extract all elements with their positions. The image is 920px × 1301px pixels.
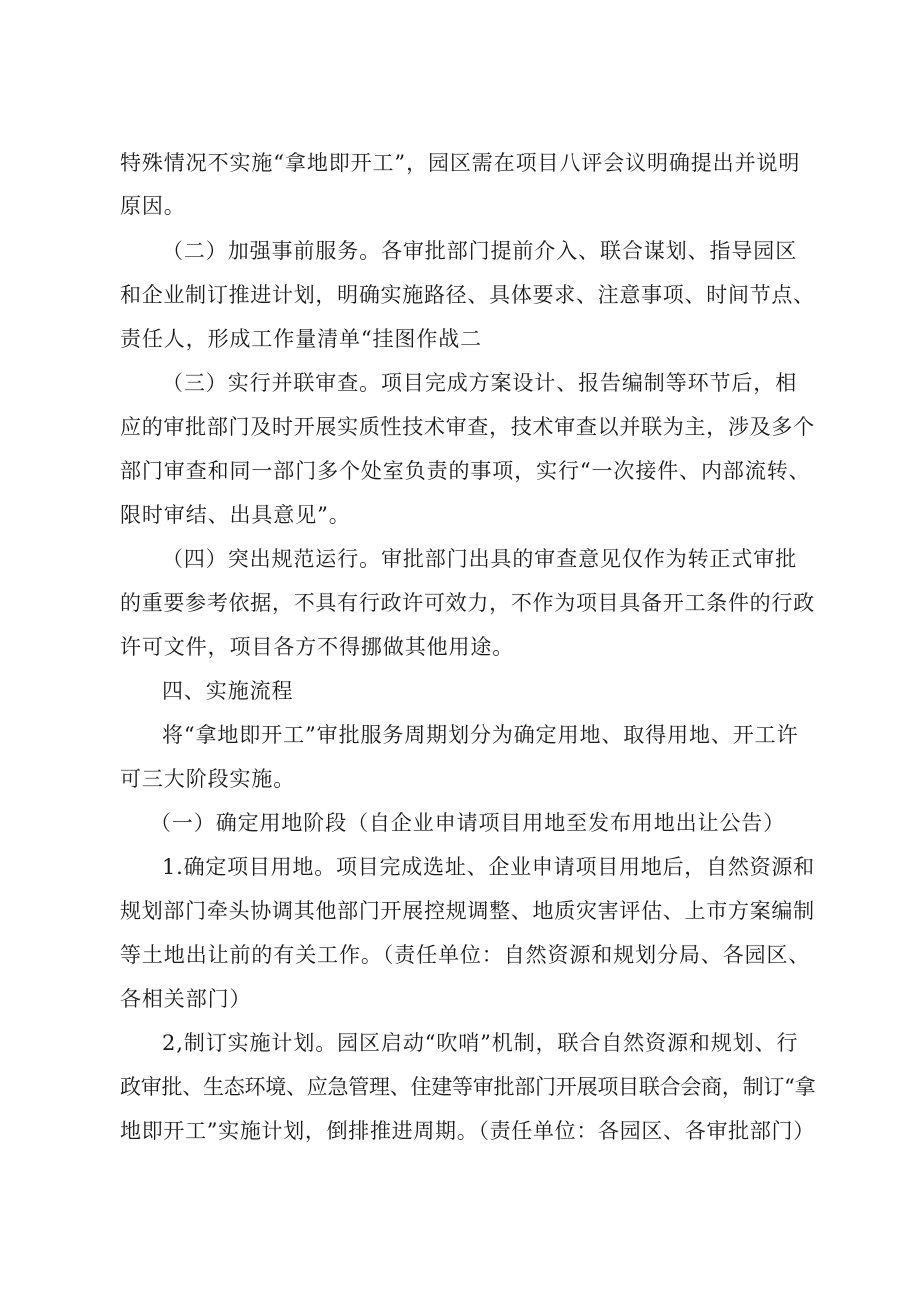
section-4-heading-line: （四）突出规范运行。审批部门出具的审查意见仅作为转正式审批 bbox=[162, 547, 798, 571]
section-2-heading-line: （二）加强事前服务。各审批部门提前介入、联合谋划、指导园区 bbox=[162, 239, 798, 263]
stage-1-heading: （一）确定用地阶段（自企业申请项目用地至发布用地出让公告） bbox=[150, 811, 786, 835]
text-line-4: 和企业制订推进计划，明确实施路径、具体要求、注意事项、时间节点、 bbox=[120, 283, 815, 307]
section-3-heading-line: （三）实行并联审查。项目完成方案设计、报告编制等环节后，相 bbox=[162, 371, 798, 395]
chapter-4-heading: 四、实施流程 bbox=[162, 679, 294, 703]
text-line-5: 责任人，形成工作量清单“挂图作战二 bbox=[120, 327, 483, 351]
item-1-line-1: 1.确定项目用地。项目完成选址、企业申请项目用地后，自然资源和 bbox=[162, 855, 815, 879]
text-line-11: 的重要参考依据，不具有行政许可效力，不作为项目具备开工条件的行政 bbox=[120, 591, 815, 615]
text-line-2: 原因。 bbox=[120, 194, 186, 218]
text-line-14: 将“拿地即开工”审批服务周期划分为确定用地、取得用地、开工许 bbox=[162, 723, 799, 747]
text-line-9: 限时审结、出具意见”。 bbox=[120, 503, 351, 527]
text-line-15: 可三大阶段实施。 bbox=[120, 767, 296, 791]
item-1-line-4: 各相关部门） bbox=[120, 987, 252, 1011]
item-1-line-2: 规划部门牵头协调其他部门开展控规调整、地质灾害评估、上市方案编制 bbox=[120, 899, 815, 923]
text-line-8: 部门审查和同一部门多个处室负责的事项，实行“一次接件、内部流转、 bbox=[120, 459, 811, 483]
item-1-line-3: 等土地出让前的有关工作。（责任单位：自然资源和规划分局、各园区、 bbox=[120, 943, 811, 967]
item-2-line-3: 地即开工”实施计划，倒排推进周期。（责任单位：各园区、各审批部门） bbox=[120, 1119, 815, 1143]
item-2-line-2: 政审批、生态环境、应急管理、住建等审批部门开展项目联合会商，制订“拿 bbox=[120, 1075, 816, 1099]
item-2-line-1: 2,制订实施计划。园区启动“吹哨”机制，联合自然资源和规划、行 bbox=[162, 1031, 799, 1055]
text-line-7: 应的审批部门及时开展实质性技术审查，技术审查以并联为主，涉及多个 bbox=[120, 415, 815, 439]
text-line-1: 特殊情况不实施“拿地即开工”，园区需在项目八评会议明确提出并说明 bbox=[120, 151, 801, 175]
text-line-12: 许可文件，项目各方不得挪做其他用途。 bbox=[120, 635, 515, 659]
